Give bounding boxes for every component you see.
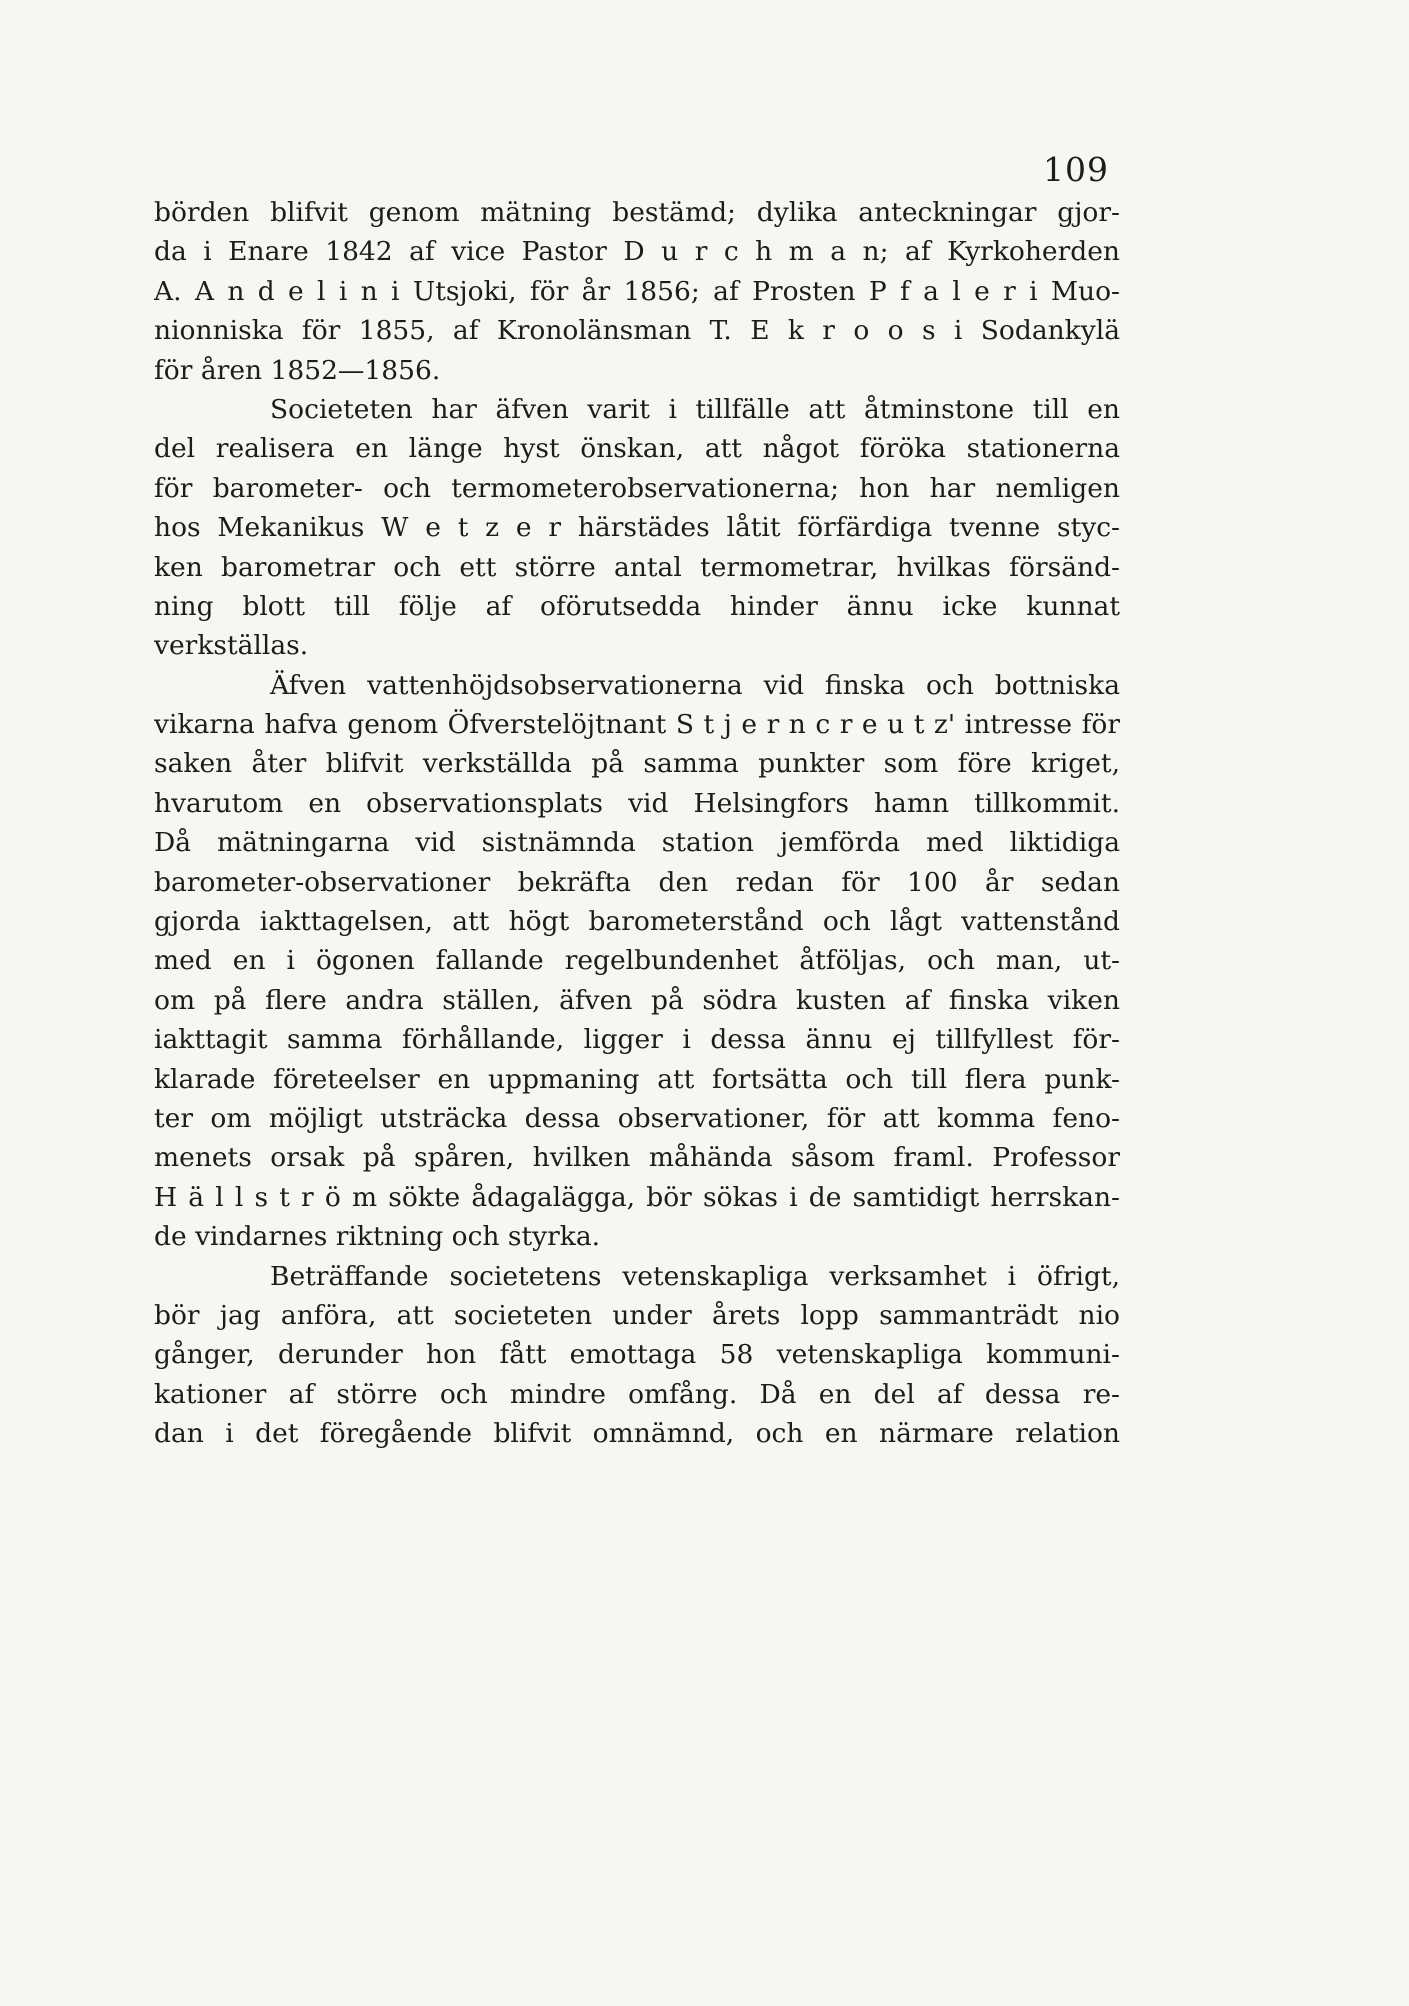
text-line: A. A n d e l i n i Utsjoki, för år 1856; af Prosten P f a l e r i Muo- bbox=[154, 275, 1120, 307]
text-line: del realisera en länge hyst önskan, att något föröka stationerna bbox=[154, 433, 1120, 465]
text-line: Beträffande societetens vetenskapliga verksamhet i öfrigt, bbox=[270, 1260, 1120, 1292]
text-line: iakttagit samma förhållande, ligger i dessa ännu ej tillfyllest för- bbox=[154, 1024, 1120, 1056]
text-line: Då mätningarna vid sistnämnda station jemförda med liktidiga bbox=[154, 827, 1120, 859]
body-text bbox=[154, 193, 1120, 1454]
text-line: med en i ögonen fallande regelbundenhet åtföljas, och man, ut- bbox=[154, 945, 1120, 977]
text-line: Äfven vattenhöjdsobservationerna vid finska och bottniska bbox=[270, 669, 1120, 701]
text-line: bör jag anföra, att societeten under årets lopp sammanträdt nio bbox=[154, 1299, 1120, 1331]
text-line: gjorda iakttagelsen, att högt barometerstånd och lågt vattenstånd bbox=[154, 906, 1120, 938]
text-line: menets orsak på spåren, hvilken måhända såsom framl. Professor bbox=[154, 1142, 1120, 1174]
text-line: da i Enare 1842 af vice Pastor D u r c h m a n; af Kyrkoherden bbox=[154, 236, 1120, 268]
text-line: för åren 1852—1856. bbox=[154, 354, 441, 386]
text-line: kationer af större och mindre omfång. Då en del af dessa re- bbox=[154, 1378, 1120, 1410]
text-line: verkställas. bbox=[154, 630, 309, 662]
text-line: Societeten har äfven varit i tillfälle att åtminstone till en bbox=[270, 393, 1120, 425]
text-line: saken åter blifvit verkställda på samma punkter som före kriget, bbox=[154, 748, 1120, 780]
text-line: H ä l l s t r ö m sökte ådagalägga, bör sökas i de samtidigt herrskan- bbox=[154, 1181, 1120, 1213]
text-line: för barometer- och termometerobservationerna; hon har nemligen bbox=[154, 472, 1120, 504]
text-line: hos Mekanikus W e t z e r härstädes låtit förfärdiga tvenne styc- bbox=[154, 512, 1120, 544]
text-line: gånger, derunder hon fått emottaga 58 vetenskapliga kommuni- bbox=[154, 1339, 1120, 1371]
text-line: om på flere andra ställen, äfven på södra kusten af finska viken bbox=[154, 984, 1120, 1016]
text-line: börden blifvit genom mätning bestämd; dylika anteckningar gjor- bbox=[154, 197, 1120, 228]
text-line: de vindarnes riktning och styrka. bbox=[154, 1221, 601, 1253]
text-line: dan i det föregående blifvit omnämnd, och en närmare relation bbox=[154, 1418, 1120, 1450]
text-line: klarade företeelser en uppmaning att fortsätta och till flera punk- bbox=[154, 1063, 1120, 1095]
text-line: ter om möjligt utsträcka dessa observationer, för att komma feno- bbox=[154, 1102, 1120, 1134]
text-line: nionniska för 1855, af Kronolänsman T. E k r o o s i Sodankylä bbox=[154, 315, 1120, 347]
text-line: hvarutom en observationsplats vid Helsingfors hamn tillkommit. bbox=[154, 787, 1120, 819]
text-line: ning blott till följe af oförutsedda hinder ännu icke kunnat bbox=[154, 590, 1120, 622]
page-number: 109 bbox=[1043, 150, 1109, 189]
text-line: vikarna hafva genom Öfverstelöjtnant S t j e r n c r e u t z' intresse för bbox=[154, 709, 1120, 741]
text-line: ken barometrar och ett större antal termometrar, hvilkas försänd- bbox=[154, 551, 1120, 583]
text-line: barometer-observationer bekräfta den redan för 100 år sedan bbox=[154, 866, 1120, 898]
